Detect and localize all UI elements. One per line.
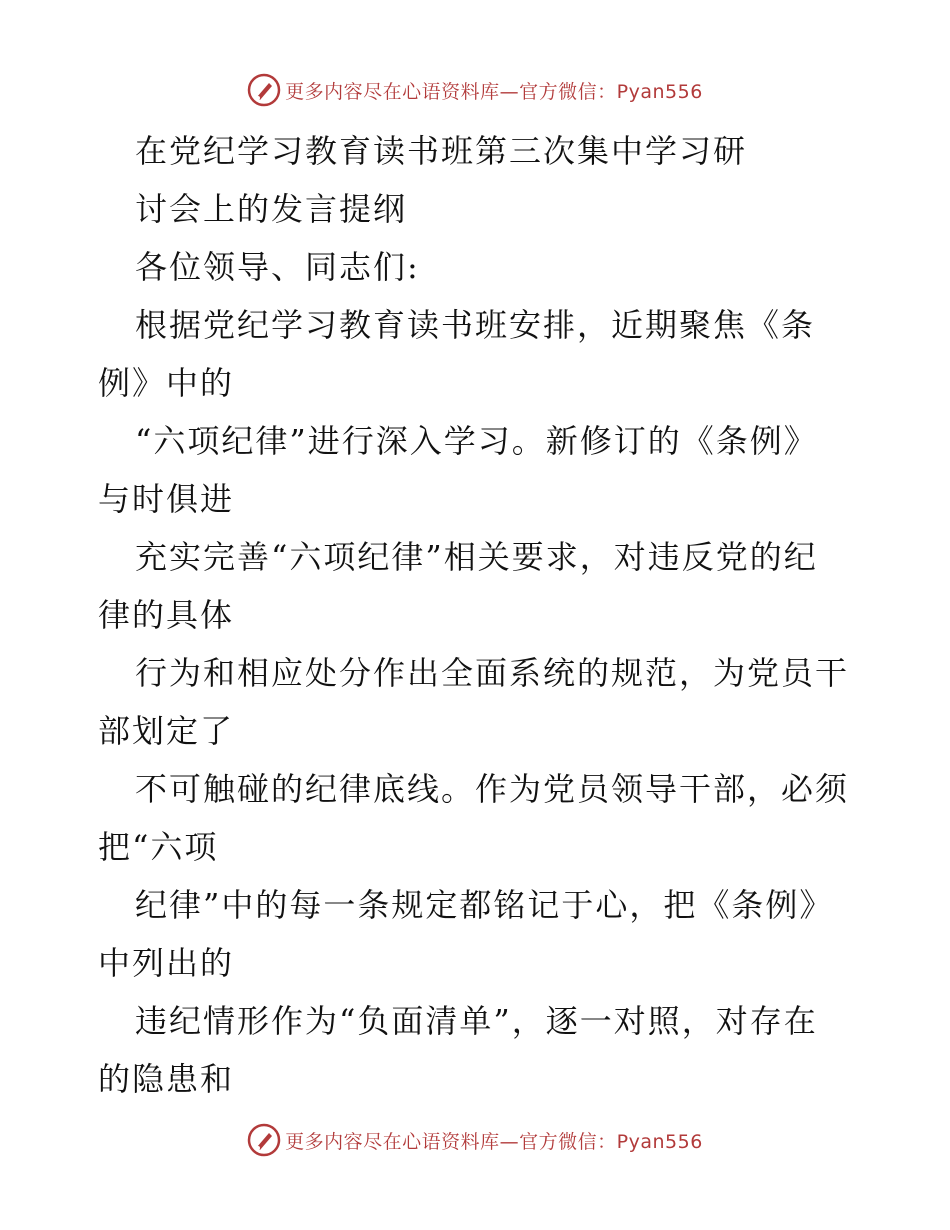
text-line: 根据党纪学习教育读书班安排，近期聚焦《条 xyxy=(135,306,816,344)
text-line: 把“六项 xyxy=(98,828,219,866)
text-line: “六项纪律”进行深入学习。新修订的《条例》 xyxy=(135,422,818,460)
text-line: 律的具体 xyxy=(98,596,235,634)
text-line: 与时俱进 xyxy=(98,480,235,518)
text-line: 例》中的 xyxy=(98,364,235,402)
document-body xyxy=(98,122,858,1108)
header-watermark-banner xyxy=(0,70,950,110)
text-line: 不可触碰的纪律底线。作为党员领导干部，必须 xyxy=(135,770,850,808)
text-line: 违纪情形作为“负面清单”，逐一对照，对存在 xyxy=(135,1002,818,1040)
text-line: 中列出的 xyxy=(98,944,235,982)
text-line: 的隐患和 xyxy=(98,1060,235,1098)
text-line: 充实完善“六项纪律”相关要求，对违反党的纪 xyxy=(135,538,818,576)
text-line: 各位领导、同志们: xyxy=(135,248,420,286)
pen-nib-icon xyxy=(247,73,281,107)
text-line: 部划定了 xyxy=(98,712,235,750)
text-line: 行为和相应处分作出全面系统的规范，为党员干 xyxy=(135,654,850,692)
pen-nib-icon xyxy=(247,1123,281,1157)
text-line: 在党纪学习教育读书班第三次集中学习研 xyxy=(135,132,748,170)
watermark-text: 更多内容尽在心语资料库—官方微信：Pyan556 xyxy=(285,1130,703,1153)
watermark-text: 更多内容尽在心语资料库—官方微信：Pyan556 xyxy=(285,80,703,103)
text-line: 纪律”中的每一条规定都铭记于心，把《条例》 xyxy=(135,886,834,924)
footer-watermark-banner xyxy=(0,1120,950,1160)
text-line: 讨会上的发言提纲 xyxy=(135,190,408,228)
